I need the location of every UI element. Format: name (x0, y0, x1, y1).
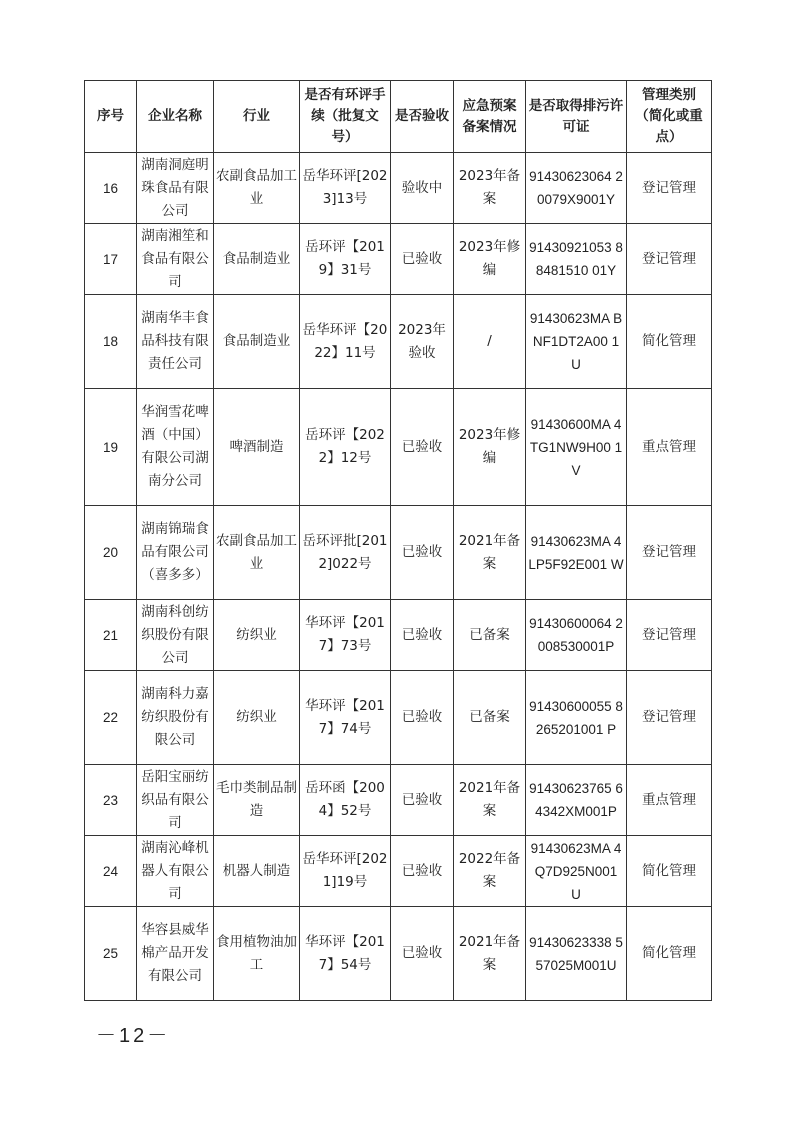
table-row (85, 907, 712, 1001)
cell-category: 简化管理 (627, 907, 712, 1001)
cell-acceptance: 已验收 (391, 600, 454, 671)
cell-industry: 食品制造业 (214, 224, 300, 295)
cell-eia: 岳环评【2022】12号 (300, 389, 391, 506)
cell-eia: 岳华环评[2021]19号 (300, 836, 391, 907)
cell-category: 登记管理 (627, 153, 712, 224)
cell-permit: 91430623765 64342XM001P (526, 765, 627, 836)
cell-industry: 啤酒制造 (214, 389, 300, 506)
cell-emergency-plan: 2023年修编 (454, 224, 526, 295)
table-row (85, 389, 712, 506)
cell-emergency-plan: 2022年备案 (454, 836, 526, 907)
cell-eia: 华环评【2017】74号 (300, 671, 391, 765)
cell-company: 岳阳宝丽纺织品有限公司 (137, 765, 214, 836)
table-row (85, 600, 712, 671)
cell-permit: 91430623064 20079X9001Y (526, 153, 627, 224)
cell-eia: 岳环评批[2012]022号 (300, 506, 391, 600)
cell-category: 简化管理 (627, 295, 712, 389)
table-row (85, 295, 712, 389)
table-row (85, 836, 712, 907)
cell-emergency-plan: 已备案 (454, 600, 526, 671)
cell-industry: 农副食品加工业 (214, 506, 300, 600)
cell-permit: 91430600064 2008530001P (526, 600, 627, 671)
cell-acceptance: 已验收 (391, 671, 454, 765)
cell-industry: 农副食品加工业 (214, 153, 300, 224)
cell-acceptance: 已验收 (391, 506, 454, 600)
table-row (85, 671, 712, 765)
cell-serial: 21 (85, 600, 137, 671)
cell-company: 湖南科力嘉纺织股份有限公司 (137, 671, 214, 765)
header-serial: 序号 (85, 81, 137, 153)
cell-acceptance: 已验收 (391, 765, 454, 836)
cell-industry: 食用植物油加工 (214, 907, 300, 1001)
cell-category: 重点管理 (627, 765, 712, 836)
cell-emergency-plan: / (454, 295, 526, 389)
table-row (85, 224, 712, 295)
cell-serial: 22 (85, 671, 137, 765)
enterprise-table (84, 80, 712, 1001)
cell-industry: 毛巾类制品制造 (214, 765, 300, 836)
cell-serial: 24 (85, 836, 137, 907)
cell-category: 简化管理 (627, 836, 712, 907)
cell-company: 湖南湘笙和食品有限公司 (137, 224, 214, 295)
header-eia: 是否有环评手续（批复文号） (300, 81, 391, 153)
header-acceptance: 是否验收 (391, 81, 454, 153)
cell-acceptance: 2023年验收 (391, 295, 454, 389)
table-row (85, 153, 712, 224)
cell-permit: 91430921053 88481510 01Y (526, 224, 627, 295)
cell-industry: 纺织业 (214, 671, 300, 765)
cell-acceptance: 已验收 (391, 836, 454, 907)
cell-company: 湖南洞庭明珠食品有限公司 (137, 153, 214, 224)
cell-industry: 机器人制造 (214, 836, 300, 907)
cell-serial: 20 (85, 506, 137, 600)
cell-eia: 岳华环评[2023]13号 (300, 153, 391, 224)
cell-emergency-plan: 2021年备案 (454, 907, 526, 1001)
table-row (85, 506, 712, 600)
cell-category: 登记管理 (627, 224, 712, 295)
cell-acceptance: 已验收 (391, 224, 454, 295)
cell-emergency-plan: 2023年修编 (454, 389, 526, 506)
cell-acceptance: 已验收 (391, 907, 454, 1001)
cell-emergency-plan: 2021年备案 (454, 506, 526, 600)
cell-company: 湖南沁峰机器人有限公司 (137, 836, 214, 907)
cell-acceptance: 验收中 (391, 153, 454, 224)
header-industry: 行业 (214, 81, 300, 153)
cell-company: 湖南锦瑞食品有限公司（喜多多） (137, 506, 214, 600)
cell-emergency-plan: 已备案 (454, 671, 526, 765)
cell-company: 湖南科创纺织股份有限公司 (137, 600, 214, 671)
cell-company: 华润雪花啤酒（中国）有限公司湖南分公司 (137, 389, 214, 506)
cell-permit: 91430623MA 4LP5F92E001 W (526, 506, 627, 600)
cell-eia: 岳环函【2004】52号 (300, 765, 391, 836)
cell-category: 登记管理 (627, 600, 712, 671)
header-permit: 是否取得排污许可证 (526, 81, 627, 153)
cell-company: 华容县威华棉产品开发有限公司 (137, 907, 214, 1001)
cell-eia: 华环评【2017】73号 (300, 600, 391, 671)
cell-permit: 91430623MA BNF1DT2A00 1U (526, 295, 627, 389)
cell-emergency-plan: 2021年备案 (454, 765, 526, 836)
cell-industry: 食品制造业 (214, 295, 300, 389)
page-number: －12－ (96, 1025, 171, 1047)
cell-permit: 91430600055 8265201001 P (526, 671, 627, 765)
cell-permit: 91430623338 557025M001U (526, 907, 627, 1001)
cell-eia: 华环评【2017】54号 (300, 907, 391, 1001)
cell-category: 登记管理 (627, 506, 712, 600)
header-company: 企业名称 (137, 81, 214, 153)
cell-eia: 岳环评【2019】31号 (300, 224, 391, 295)
cell-eia: 岳华环评【2022】11号 (300, 295, 391, 389)
cell-company: 湖南华丰食品科技有限责任公司 (137, 295, 214, 389)
cell-permit: 91430623MA 4Q7D925N001 U (526, 836, 627, 907)
cell-permit: 91430600MA 4TG1NW9H00 1V (526, 389, 627, 506)
cell-serial: 23 (85, 765, 137, 836)
cell-serial: 19 (85, 389, 137, 506)
cell-serial: 25 (85, 907, 137, 1001)
cell-serial: 16 (85, 153, 137, 224)
cell-industry: 纺织业 (214, 600, 300, 671)
header-category: 管理类别（简化或重点） (627, 81, 712, 153)
cell-category: 登记管理 (627, 671, 712, 765)
header-row (85, 81, 712, 153)
cell-emergency-plan: 2023年备案 (454, 153, 526, 224)
cell-category: 重点管理 (627, 389, 712, 506)
cell-acceptance: 已验收 (391, 389, 454, 506)
cell-serial: 18 (85, 295, 137, 389)
header-emergency-plan: 应急预案备案情况 (454, 81, 526, 153)
table-row (85, 765, 712, 836)
cell-serial: 17 (85, 224, 137, 295)
